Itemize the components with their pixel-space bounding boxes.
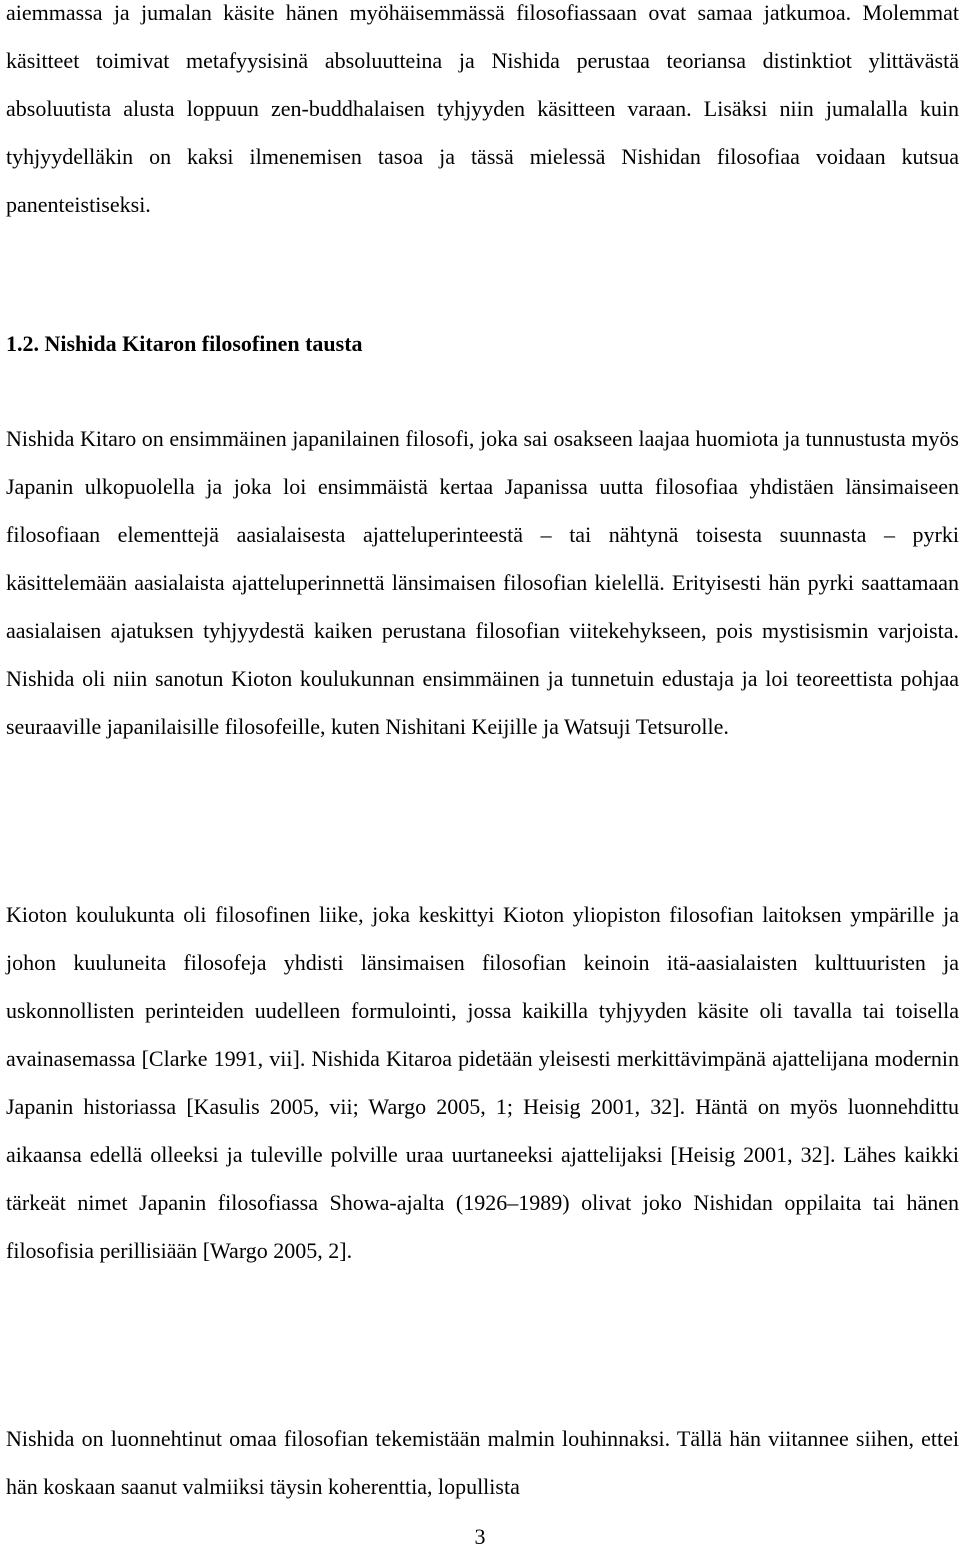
section-heading: 1.2. Nishida Kitaron filosofinen tausta [6,331,363,356]
paragraph-nishida-intro: Nishida Kitaro on ensimmäinen japanilainen filosofi, joka sai osakseen laajaa huomiota ja tunnustusta myös Japanin ulkopuolella ja joka loi ensimmäistä kertaa Japanissa uutta filosofiaa yhdistäen länsimaiseen filosofiaan elementtejä aasialaisesta ajatteluperinteestä – tai nähtynä toisesta suunnasta – pyrki käsittelemään aasialaista ajatteluperinnettä länsimaisen filosofian kielellä. Erityisesti hän pyrki saattamaan aasialaisen ajatuksen tyhjyydestä kaiken perustana filosofian viitekehykseen, pois mystisismin varjoista. Nishida oli niin sanotun Kioton koulukunnan ensimmäinen ja tunnetuin edustaja ja loi teoreettista pohjaa seuraaville japanilaisille filosofeille, kuten Nishitani Keijille ja Watsuji Tetsurolle. [6,426,959,739]
paragraph-continuation: aiemmassa ja jumalan käsite hänen myöhäisemmässä filosofiassaan ovat samaa jatkumoa. Molemmat käsitteet toimivat metafyysisinä absoluutteina ja Nishida perustaa teoriansa distinktiot ylittävästä absoluutista alusta loppuun zen-buddhalaisen tyhjyyden käsitteen varaan. Lisäksi niin jumalalla kuin tyhjyydelläkin on kaksi ilmenemisen tasoa ja tässä mielessä Nishidan filosofiaa voidaan kutsua panenteistiseksi. [6,0,959,217]
paragraph-ore-mining: Nishida on luonnehtinut omaa filosofian tekemistään malmin louhinnaksi. Tällä hän viitannee siihen, ettei hän koskaan saanut valmiiksi täysin koherenttia, lopullista [6,1426,959,1499]
page-number: 3 [474,1524,486,1549]
paragraph-kyoto-school: Kioton koulukunta oli filosofinen liike, joka keskittyi Kioton yliopiston filosofian laitoksen ympärille ja johon kuuluneita filosofeja yhdisti länsimaisen filosofian keinoin itä-aasialaisten kulttuuristen ja uskonnollisten perinteiden uudelleen formulointi, jossa kaikilla tyhjyyden käsite oli tavalla tai toisella avainasemassa [Clarke 1991, vii]. Nishida Kitaroa pidetään yleisesti merkittävimpänä ajattelijana modernin Japanin historiassa [Kasulis 2005, vii; Wargo 2005, 1; Heisig 2001, 32]. Häntä on myös luonnehdittu aikaansa edellä olleeksi ja tuleville polville uraa uurtaneeksi ajattelijaksi [Heisig 2001, 32]. Lähes kaikki tärkeät nimet Japanin filosofiassa Showa-ajalta (1926–1989) olivat joko Nishidan oppilaita tai hänen filosofisia perillisiään [Wargo 2005, 2]. [6,902,959,1263]
